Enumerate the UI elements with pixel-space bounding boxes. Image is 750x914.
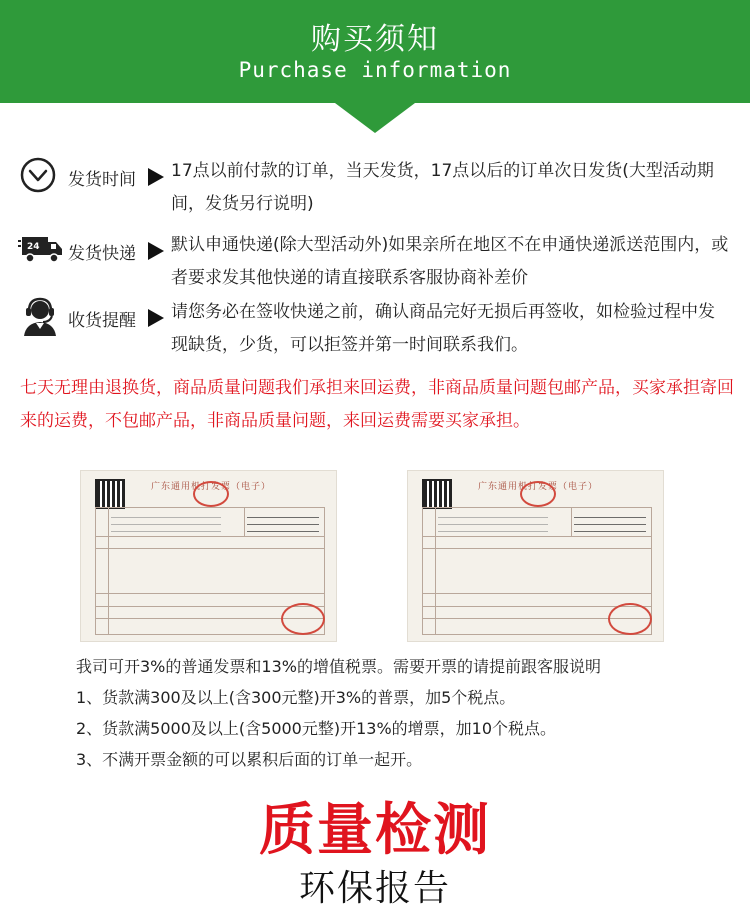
invoice-note-line: 3、不满开票金额的可以累积后面的订单一起开。: [76, 750, 423, 769]
invoice-seal-icon: [520, 481, 556, 507]
invoice-text-lines: [438, 513, 548, 533]
invoice-note-line: 我司可开3%的普通发票和13%的增值税票。需要开票的请提前跟客服说明: [76, 657, 601, 676]
qr-code-icon: [422, 479, 452, 509]
arrow-right-icon: [148, 242, 164, 260]
invoice-title: 广东通用机打发票（电子）: [478, 482, 599, 492]
arrow-right-icon: [148, 309, 164, 327]
invoice-stamp-icon: [281, 603, 325, 635]
invoice-sample-image: [80, 470, 337, 642]
delivery-truck-icon: [18, 229, 64, 269]
info-row-courier: [18, 229, 738, 299]
invoice-sample-image: [407, 470, 664, 642]
info-row-text: 17点以前付款的订单，当天发货，17点以后的订单次日发货(大型活动期间，发货另行说明): [171, 161, 714, 214]
quality-inspection-heading: 质量检测: [259, 798, 491, 863]
info-row-label: 收货提醒: [68, 311, 136, 331]
info-row-label: 发货时间: [68, 170, 136, 190]
info-row-shipping-time: [18, 155, 738, 225]
info-row-label: 发货快递: [68, 244, 136, 264]
page-title: 购买须知: [311, 22, 439, 57]
invoice-cipher-area: [247, 513, 319, 533]
info-row-receipt-reminder: [18, 296, 738, 366]
arrow-right-icon: [148, 168, 164, 186]
invoice-stamp-icon: [608, 603, 652, 635]
header-banner: [0, 0, 750, 103]
invoice-seal-icon: [193, 481, 229, 507]
info-row-text: 请您务必在签收快递之前，确认商品完好无损后再签收，如检验过程中发现缺货，少货，可以拒签并第一时间联系我们。: [171, 302, 715, 355]
svg-text:24: 24: [27, 242, 40, 252]
invoice-note-line: 2、货款满5000及以上(含5000元整)开13%的增票，加10个税点。: [76, 719, 557, 738]
invoice-title: 广东通用机打发票（电子）: [151, 482, 272, 492]
banner-arrow-notch: [335, 103, 415, 133]
chevron-down-circle-icon: [18, 155, 64, 195]
invoice-notes: [76, 651, 736, 775]
customer-service-headset-icon: [18, 296, 64, 336]
invoice-note-line: 1、货款满300及以上(含300元整)开3%的普票，加5个税点。: [76, 688, 516, 707]
qr-code-icon: [95, 479, 125, 509]
invoice-cipher-area: [574, 513, 646, 533]
info-row-text: 默认申通快递(除大型活动外)如果亲所在地区不在申通快递派送范围内，或者要求发其他快递的请直接联系客服协商补差价: [171, 235, 729, 288]
invoice-text-lines: [111, 513, 221, 533]
page-subtitle: Purchase information: [238, 58, 512, 82]
return-policy-text: 七天无理由退换货，商品质量问题我们承担来回运费，非商品质量问题包邮产品，买家承担寄回来的运费，不包邮产品，非商品质量问题，来回运费需要买家承担。: [20, 378, 734, 431]
environmental-report-heading: 环保报告: [298, 868, 451, 909]
